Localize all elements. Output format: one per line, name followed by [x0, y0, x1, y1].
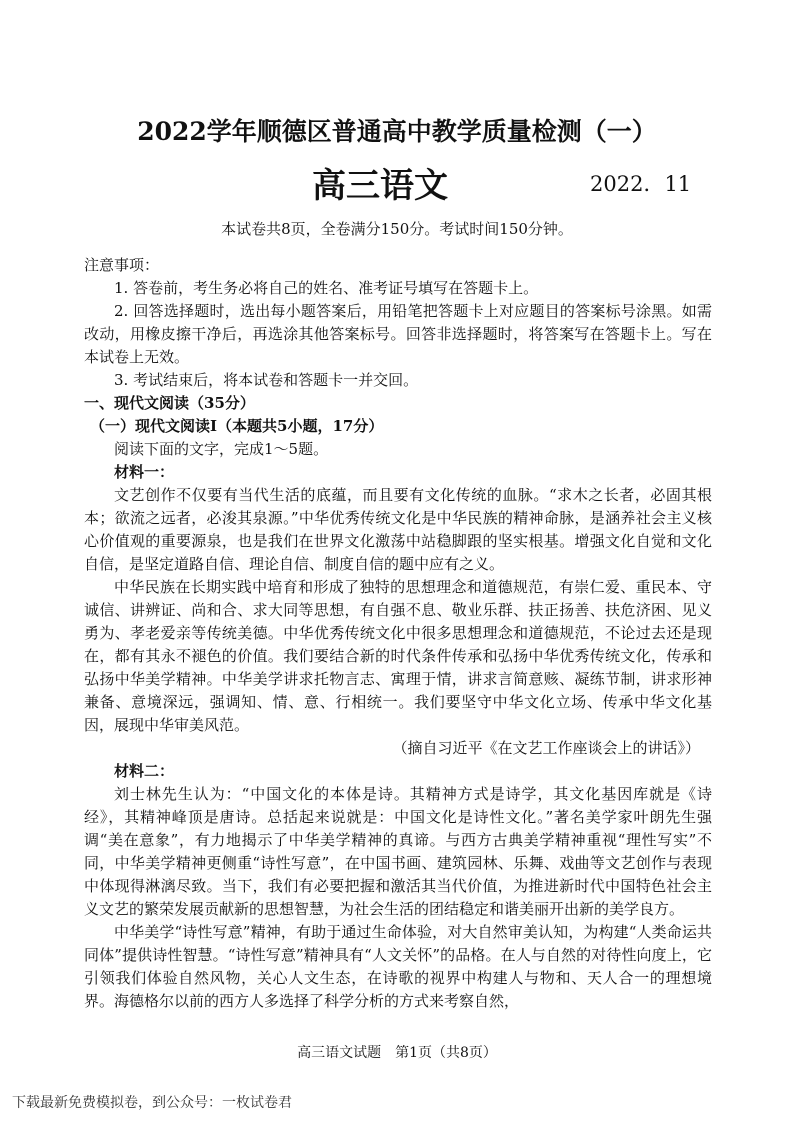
material-1-paragraph-1: 文艺创作不仅要有当代生活的底蕴，而且要有文化传统的血脉。“求木之长者，必固其根本；欲流之远者，必浚其泉源。”中华优秀传统文化是中华民族的精神命脉，是涵养社会主义核心价值观的重要源泉，也是我们在世界文化激荡中站稳脚跟的坚实根基。增强文化自觉和文化自信，是坚定道路自信、理论自信、制度自信的题中应有之义。	[84, 486, 712, 573]
material-2-paragraph-1: 刘士林先生认为：“中国文化的本体是诗。其精神方式是诗学，其文化基因库就是《诗经》，其精神峰顶是唐诗。总括起来说就是：中国文化是诗性文化。”著名美学家叶朗先生强调“美在意象”，有力地揭示了中华美学精神的真谛。与西方古典美学精神重视“理性写实”不同，中华美学精神更侧重“诗性写意”，在中国书画、建筑园林、乐舞、戏曲等文艺创作与表现中体现得淋漓尽致。当下，我们有必要把握和激活其当代价值，为推进新时代中国特色社会主义文艺的繁荣发展贡献新的思想智慧，为社会生活的团结稳定和谐美丽开出新的美学良方。	[84, 785, 712, 918]
material-1-source: （摘自习近平《在文艺工作座谈会上的讲话》）	[392, 739, 700, 757]
page-footer: 高三语文试题 第1页（共8页）	[297, 1045, 497, 1061]
subject-title: 高三语文	[312, 166, 448, 206]
material-1-paragraph-2: 中华民族在长期实践中培育和形成了独特的思想理念和道德规范，有崇仁爱、重民本、守诚信、讲辨证、尚和合、求大同等思想，有自强不息、敬业乐群、扶正扬善、扶危济困、见义勇为、孝老爱亲等传统美德。中华优秀传统文化中很多思想理念和道德规范，不论过去还是现在，都有其永不褪色的价值。我们要结合新的时代条件传承和弘扬中华优秀传统文化，传承和弘扬中华美学精神。中华美学讲求托物言志、寓理于情，讲求言简意赅、凝练节制，讲求形神兼备、意境深远，强调知、情、意、行相统一。我们要坚守中华文化立场、传承中华文化基因，展现中华审美风范。	[84, 578, 712, 734]
exam-title: 2022学年顺德区普通高中教学质量检测（一）	[137, 117, 657, 146]
material-1-label: 材料一：	[114, 463, 175, 481]
section-subtitle: （一）现代文阅读Ⅰ（本题共5小题，17分）	[90, 417, 384, 435]
promo-text: 下载最新免费模拟卷，到公众号：一枚试卷君	[12, 1095, 292, 1111]
notice-item-2: 2. 回答选择题时，选出每小题答案后，用铅笔把答题卡上对应题目的答案标号涂黑。如需改动，用橡皮擦干净后，再选涂其他答案标号。回答非选择题时，将答案写在答题卡上。写在本试卷上无效。	[84, 302, 712, 366]
paper-info: 本试卷共8页，全卷满分150分。考试时间150分钟。	[221, 220, 573, 238]
exam-date: 2022．11	[590, 172, 692, 196]
notice-item-1: 1. 答卷前，考生务必将自己的姓名、准考证号填写在答题卡上。	[114, 279, 539, 297]
material-2-paragraph-2: 中华美学“诗性写意”精神，有助于通过生命体验，对大自然审美认知，为构建“人类命运共同体”提供诗性智慧。“诗性写意”精神具有“人文关怀”的品格。在人与自然的对待性向度上，它引领我们体验自然风物，关心人文生态，在诗歌的视界中构建人与物和、天人合一的理想境界。海德格尔以前的西方人多选择了科学分析的方式来考察自然，	[84, 923, 712, 1010]
material-2-label: 材料二：	[114, 762, 175, 780]
section-title: 一、现代文阅读（35分）	[84, 394, 255, 412]
notice-heading: 注意事项：	[84, 256, 160, 274]
document-body	[84, 254, 712, 1013]
notice-item-3: 3. 考试结束后，将本试卷和答题卡一并交回。	[114, 371, 419, 389]
reading-instruction: 阅读下面的文字，完成1～5题。	[114, 440, 329, 458]
